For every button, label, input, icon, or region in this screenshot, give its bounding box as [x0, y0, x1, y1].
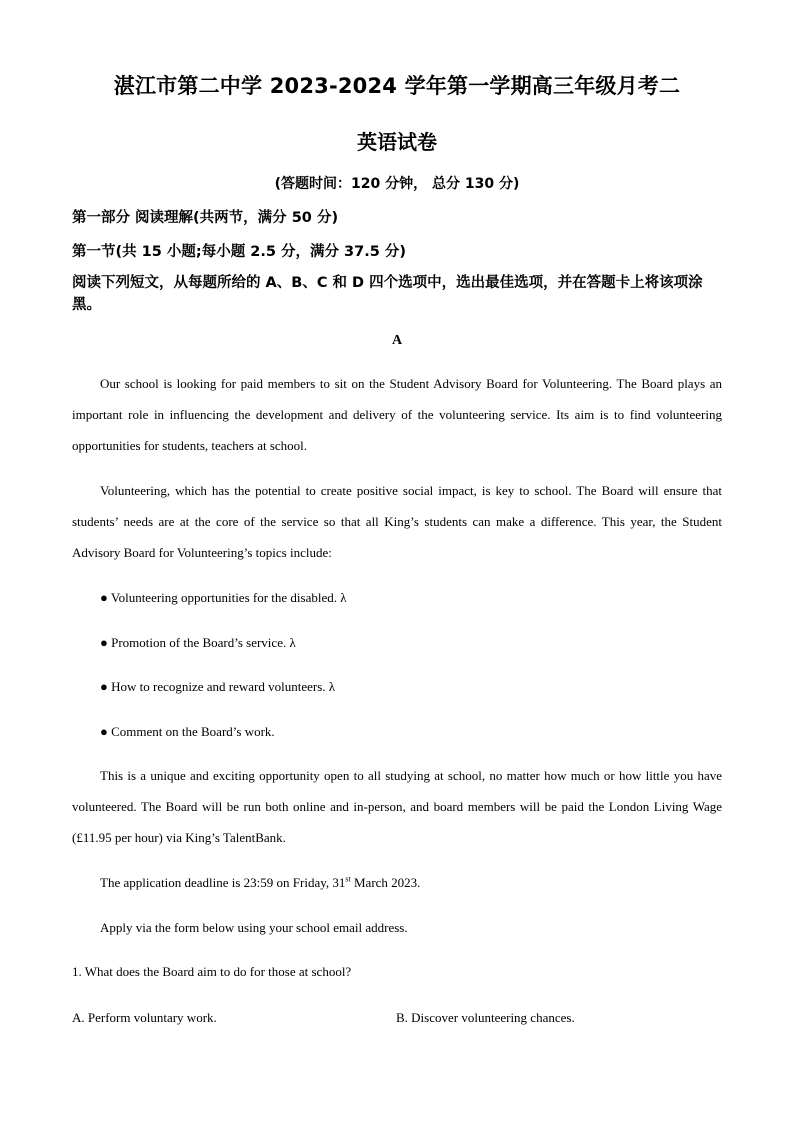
deadline-line: The application deadline is 23:59 on Friday, 31st March 2023.: [100, 874, 421, 890]
topic-bullet: ● How to recognize and reward volunteers. λ: [100, 679, 336, 694]
option-a: A. Perform voluntary work.: [72, 1010, 217, 1025]
topic-bullet: ● Promotion of the Board’s service. λ: [100, 635, 296, 650]
question-stem: 1. What does the Board aim to do for those at school?: [72, 964, 352, 979]
part-heading: 第一部分 阅读理解(共两节，满分 50 分): [72, 210, 339, 226]
exam-subtitle: 英语试卷: [357, 130, 437, 154]
section-heading: 第一节(共 15 小题;每小题 2.5 分，满分 37.5 分): [72, 244, 406, 260]
apply-line: Apply via the form below using your school email address.: [100, 920, 408, 935]
exam-title: 湛江市第二中学 2023-2024 学年第一学期高三年级月考二: [113, 74, 681, 98]
instructions: 阅读下列短文，从每题所给的 A、B、C 和 D 四个选项中，选出最佳选项，并在答题卡上将该项涂黑。: [72, 275, 703, 313]
exam-info: (答题时间：120 分钟， 总分 130 分): [274, 176, 520, 192]
topic-bullet: ● Comment on the Board’s work.: [100, 724, 275, 739]
passage-paragraph-1: Our school is looking for paid members to sit on the Student Advisory Board for Volunteering. The Board plays an important role in influencing the development and delivery of the volunteering service. Its aim is to find volunteering opportunities for students, teachers at school.: [72, 376, 722, 453]
passage-label: A: [391, 333, 403, 348]
topic-bullet: ● Volunteering opportunities for the disabled. λ: [100, 590, 347, 605]
passage-paragraph-3: This is a unique and exciting opportunity open to all studying at school, no matter how much or how little you have volunteered. The Board will be run both online and in-person, and board members will be paid the London Living Wage (£11.95 per hour) via King’s TalentBank.: [72, 768, 722, 845]
option-b: B. Discover volunteering chances.: [396, 1010, 575, 1025]
passage-paragraph-2: Volunteering, which has the potential to create positive social impact, is key to school. The Board will ensure that students’ needs are at the core of the service so that all King’s students can make a difference. This year, the Student Advisory Board for Volunteering’s topics include:: [72, 483, 722, 560]
